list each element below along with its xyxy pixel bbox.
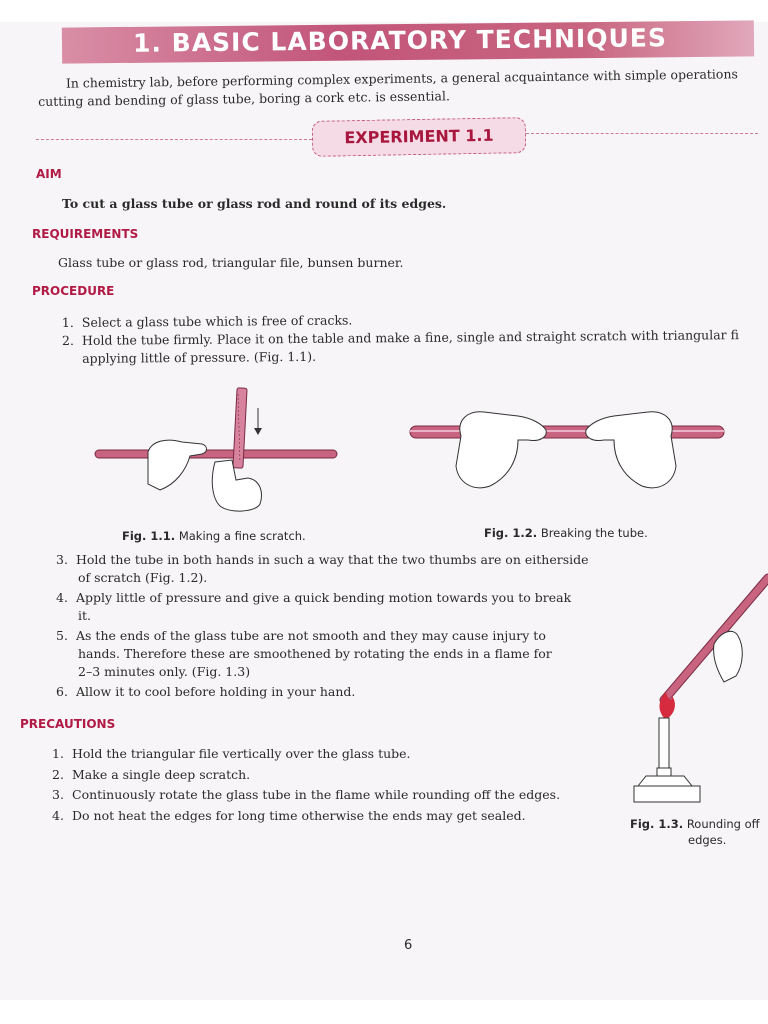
step-text-cont: hands. Therefore these are smoothened by rotating the ends in a flame for [78,646,552,661]
precautions-list [52,744,622,826]
fig-1-2-caption [484,526,648,540]
step-number: 6. [56,684,68,699]
fig-1-3-text-cont: edges. [688,833,727,847]
requirements-text: Glass tube or glass rod, triangular file, bunsen burner. [58,255,404,270]
step-text: As the ends of the glass tube are not smooth and they may cause injury to [76,628,546,643]
step-text: Hold the tube firmly. Place it on the table and make a fine, single and straight scratch with triangular fi [81,327,739,348]
fig-1-2-illustration [406,396,730,506]
bottom-margin [0,1000,768,1024]
burner-barrel [659,718,669,772]
step-text-cont: of scratch (Fig. 1.2). [78,570,208,585]
precaution-item [52,765,622,786]
burner-base [638,776,692,786]
item-text: Do not heat the edges for long time otherwise the ends may get sealed. [72,807,526,823]
item-text: Hold the triangular file vertically over the glass tube. [72,746,411,761]
step-number: 3. [56,552,68,567]
chapter-title: 1. BASIC LABORATORY TECHNIQUES [132,23,668,58]
left-hand [148,440,207,490]
step-text: Apply little of pressure and give a quick bending motion towards you to break [76,590,572,605]
top-margin [0,0,768,22]
precaution-item [52,785,622,806]
fig-1-3-label: Fig. 1.3. [630,817,684,831]
step-number: 5. [56,628,68,643]
intro-line-2: cutting and bending of glass tube, boring a cork etc. is essential. [38,88,450,110]
item-number: 3. [52,787,64,802]
procedure-heading: PROCEDURE [32,284,115,298]
fig-1-1-caption [122,529,306,543]
procedure-step [62,326,762,368]
hand [714,631,743,682]
precaution-item [52,744,622,765]
fig-1-1-illustration [90,380,350,520]
fig-1-3-caption [630,816,768,848]
fig-1-1-label: Fig. 1.1. [122,529,176,543]
divider-right [526,133,758,134]
item-number: 1. [52,746,64,761]
procedure-step [56,589,616,625]
item-number: 2. [52,766,64,782]
aim-text: To cut a glass tube or glass rod and round of its edges. [62,196,447,211]
intro-line-1: In chemistry lab, before performing complex experiments, a general acquaintance with simple operations [65,66,738,91]
item-text: Continuously rotate the glass tube in the flame while rounding off the edges. [72,787,561,802]
procedure-steps-bottom [56,551,616,701]
step-text-cont: it. [78,608,91,623]
glass-tube [664,578,768,700]
step-number: 2. [61,332,75,349]
step-number: 1. [61,314,74,331]
fig-1-3-illustration [626,572,768,812]
fig-1-2-text: Breaking the tube. [540,526,648,540]
fig-1-2-label: Fig. 1.2. [484,526,538,540]
page-number: 6 [404,938,413,953]
left-hand [456,412,546,488]
step-number: 4. [56,590,68,605]
experiment-label: EXPERIMENT 1.1 [312,117,527,157]
item-text: Make a single deep scratch. [72,766,251,782]
aim-heading: AIM [36,167,62,181]
procedure-step [56,551,616,587]
precaution-item [52,806,622,827]
glass-tube [95,450,337,458]
procedure-steps-top [62,308,762,368]
procedure-step [56,683,616,701]
step-text: Select a glass tube which is free of cracks. [81,312,353,330]
procedure-step [56,627,616,681]
intro-paragraph [38,65,758,111]
step-text: Allow it to cool before holding in your hand. [76,684,356,699]
fig-1-3-text: Rounding off [686,817,760,831]
item-number: 4. [52,807,64,823]
step-text: Hold the tube in both hands in such a way that the two thumbs are on eitherside [76,552,589,567]
right-hand [586,412,676,488]
requirements-heading: REQUIREMENTS [32,227,139,241]
step-text-cont: 2–3 minutes only. (Fig. 1.3) [78,664,251,679]
step-text-cont: applying little of pressure. (Fig. 1.1). [82,348,317,366]
fig-1-1-text: Making a fine scratch. [178,529,306,543]
divider-left [36,139,312,140]
precautions-heading: PRECAUTIONS [20,717,116,731]
